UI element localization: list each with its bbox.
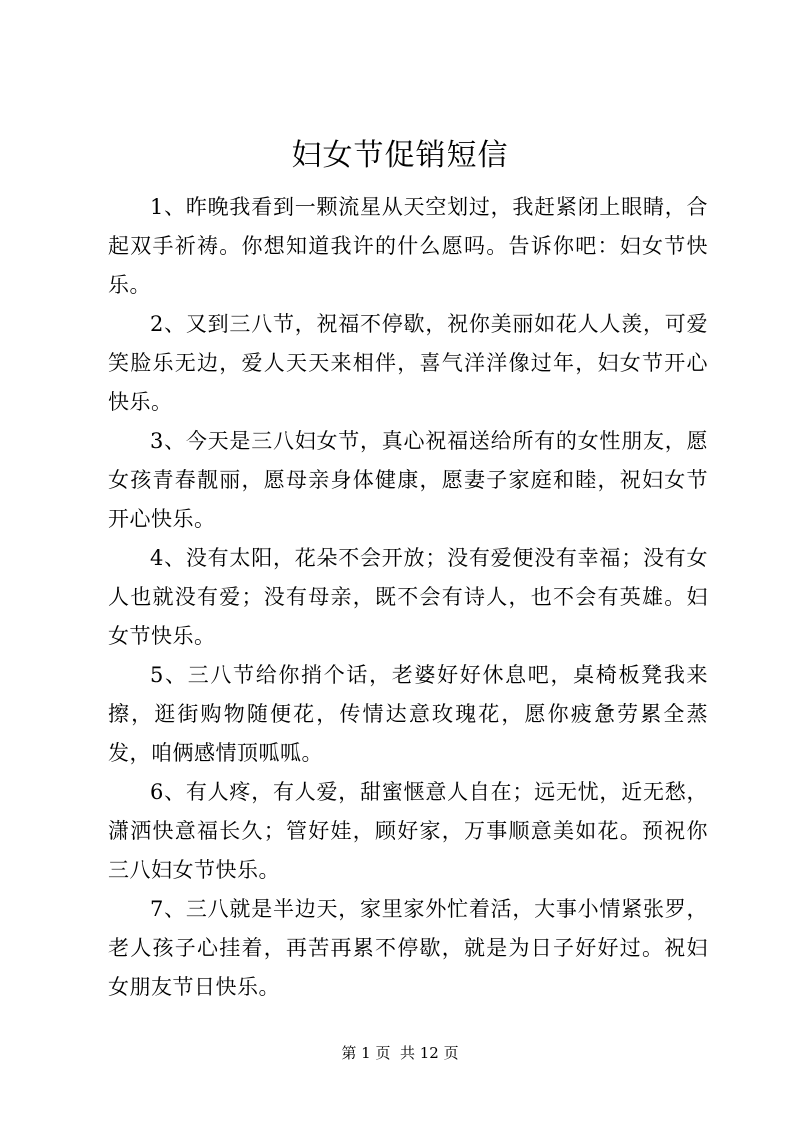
paragraph-4: 4、没有太阳，花朵不会开放；没有爱便没有幸福；没有女人也就没有爱；没有母亲，既不会有诗人，也不会有英雄。妇女节快乐。 [108, 546, 708, 648]
paragraph-5: 5、三八节给你捎个话，老婆好好休息吧，桌椅板凳我来擦，逛街购物随便花，传情达意玫瑰花，愿你疲惫劳累全蒸发，咱俩感情顶呱呱。 [108, 663, 708, 765]
document-body [108, 188, 708, 1007]
paragraph-3: 3、今天是三八妇女节，真心祝福送给所有的女性朋友，愿女孩青春靓丽，愿母亲身体健康，愿妻子家庭和睦，祝妇女节开心快乐。 [108, 429, 708, 531]
paragraph-2: 2、又到三八节，祝福不停歇，祝你美丽如花人人羡，可爱笑脸乐无边，爱人天天来相伴，喜气洋洋像过年，妇女节开心快乐。 [108, 312, 708, 414]
paragraph-7: 7、三八就是半边天，家里家外忙着活，大事小情紧张罗，老人孩子心挂着，再苦再累不停歇，就是为日子好好过。祝妇女朋友节日快乐。 [108, 897, 708, 999]
paragraph-6: 6、有人疼，有人爱，甜蜜惬意人自在；远无忧，近无愁，潇洒快意福长久；管好娃，顾好家，万事顺意美如花。预祝你三八妇女节快乐。 [108, 780, 708, 882]
document-title: 妇女节促销短信 [291, 138, 509, 173]
paragraph-1: 1、昨晚我看到一颗流星从天空划过，我赶紧闭上眼睛，合起双手祈祷。你想知道我许的什么愿吗。告诉你吧：妇女节快乐。 [108, 195, 708, 297]
page-number-label: 第 1 页 共 12 页 [341, 1044, 459, 1062]
page-footer [0, 1043, 800, 1063]
